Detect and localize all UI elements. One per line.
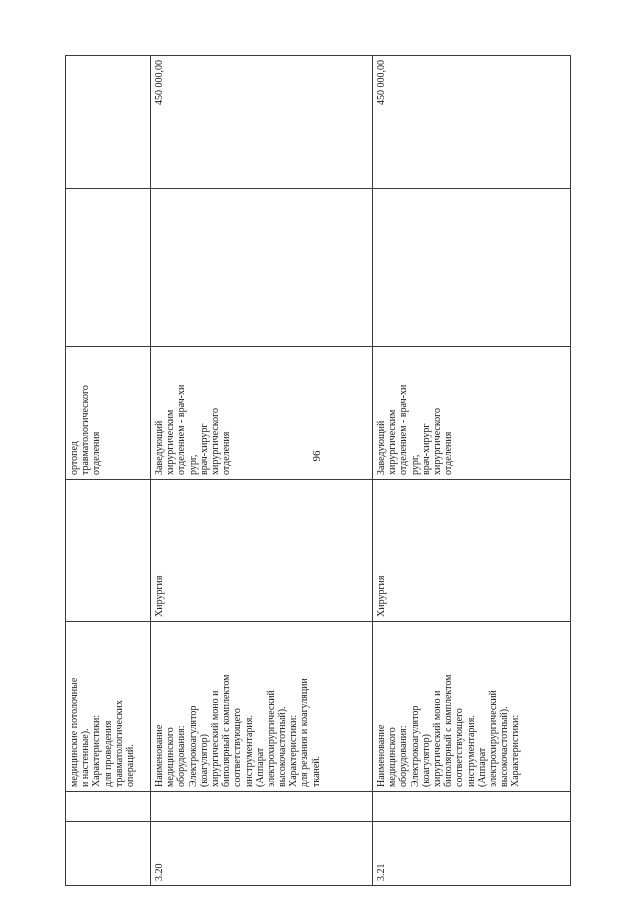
position-cell [66,347,151,480]
description-line: Характеристики: [510,714,522,787]
description-line: Электрокоагулятор [187,705,199,787]
equipment-table [65,55,571,886]
row-number-cell: 3.20 [151,822,373,886]
description-line: медицинского [387,727,399,787]
page-number: 96 [311,450,323,462]
description-line: оборудования: [398,725,410,787]
description-line: тканей. [310,755,322,787]
position-line: хирургическим [165,409,177,475]
position-line: рург, [187,454,199,475]
department-cell: Хирургия [151,480,373,622]
price-cell [66,56,151,189]
blank-cell [373,189,571,347]
position-line: хирургического [431,407,443,475]
equipment-table-frame [65,56,570,886]
empty-cell [373,792,571,822]
description-line: инструментария. [243,715,255,787]
position-line: хирургического [209,407,221,475]
description-line: хирургический моно и [209,690,221,787]
description-line: Характеристики: [91,714,103,787]
position-line: отделением - врач-хи [176,384,188,475]
description-line: операций. [124,744,136,787]
price-cell: 450 000,00 [373,56,571,189]
description-line: для резания и коагуляции [299,678,311,787]
position-line: отделения [91,431,103,475]
description-line: (Аппарат [476,747,488,787]
description-line: Наименование [154,724,165,787]
blank-cell [151,189,373,347]
position-line: врач-хирург [420,423,432,475]
row-number-cell: 3.21 [373,822,571,886]
position-cell [151,347,373,480]
position-line: Заведующий [154,420,165,475]
price-cell: 450 000,00 [151,56,373,189]
description-line: медицинского [165,727,177,787]
blank-cell [66,189,151,347]
description-line: и настенные). [80,728,92,787]
department-cell [66,480,151,622]
description-line: электрохирургический [487,690,499,787]
position-line: рург, [409,454,421,475]
position-line: врач-хирург [198,423,210,475]
position-line: травматологического [80,385,92,475]
description-line: (коагулятор) [198,734,210,787]
description-cell [66,622,151,792]
description-line: Характеристики: [288,714,300,787]
description-line: (Аппарат [254,747,266,787]
table-row [151,56,373,886]
description-line: соответствующего [232,708,244,787]
position-line: ортопед [69,441,80,475]
description-line: для проведения [102,720,114,787]
position-line: хирургическим [387,409,399,475]
empty-cell [66,792,151,822]
description-line: инструментария. [465,715,477,787]
row-number-cell [66,822,151,886]
description-line: соответствующего [454,708,466,787]
description-line: электрохирургический [265,690,277,787]
description-line: биполярный с комплектом [221,674,233,787]
description-line: высокочастотный). [499,706,511,787]
description-line: биполярный с комплектом [443,674,455,787]
table-row [66,56,151,886]
position-line: отделением - врач-хи [398,384,410,475]
empty-cell [151,792,373,822]
table-body [66,56,571,886]
description-line: высокочастотный). [277,706,289,787]
description-cell [151,622,373,792]
description-line: медицинские потолочные [69,677,80,787]
table-row [373,56,571,886]
department-cell: Хирургия [373,480,571,622]
position-line: Заведующий [376,420,387,475]
position-cell [373,347,571,480]
position-line: отделения [443,431,455,475]
description-line: Электрокоагулятор [409,705,421,787]
description-line: оборудования: [176,725,188,787]
description-line: хирургический моно и [431,690,443,787]
description-line: (коагулятор) [420,734,432,787]
description-cell [373,622,571,792]
description-line: травматологических [113,700,125,787]
position-line: отделения [221,431,233,475]
description-line: Наименование [376,724,387,787]
